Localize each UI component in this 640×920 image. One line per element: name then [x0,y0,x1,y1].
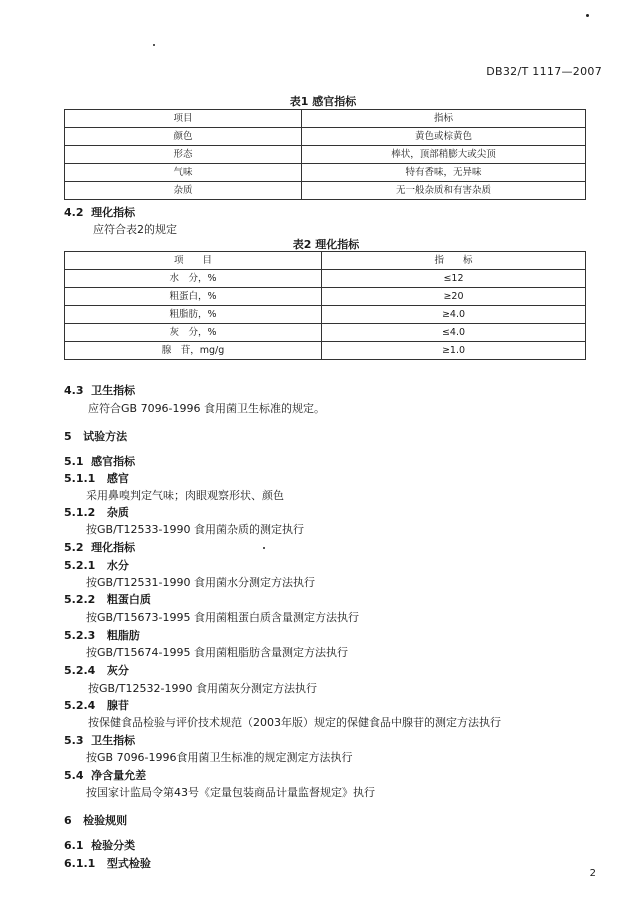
table-cell: 黄色或棕黄色 [302,128,586,146]
section-text: 按GB/T12531-1990 食用菌水分测定方法执行 [86,576,315,589]
table-row [65,270,586,288]
table-cell: ≤4.0 [322,324,586,342]
table1-caption: 表1 感官指标 [289,95,357,108]
section-heading [64,204,135,220]
table-row [65,182,586,200]
table-cell: ≤12 [322,270,586,288]
section-heading: 5.2.2 粗蛋白质 [64,593,151,606]
section-title: 理化指标 [91,206,136,219]
table-cell: ≥4.0 [322,306,586,324]
table1-header-spec: 指标 [302,110,586,128]
section-heading: 5.3 卫生指标 [64,734,136,747]
standard-number: DB32/T 1117—2007 [486,65,602,78]
section-heading: 5.1.2 杂质 [64,506,129,519]
table-row [65,128,586,146]
section-heading: 6 检验规则 [64,814,128,827]
table2-header-spec: 指 标 [322,252,586,270]
table1-header-row [65,110,586,128]
table-cell: 棒状，顶部稍膨大或尖顶 [302,146,586,164]
section-heading: 5.4 净含量允差 [64,769,147,782]
section-number: 4.2 [64,206,84,219]
scan-speck [586,14,589,17]
section-heading: 5.2.4 腺苷 [64,699,129,712]
section-heading: 5.2.4 灰分 [64,664,129,677]
table-row [65,342,586,360]
table2-caption: 表2 理化指标 [292,238,360,251]
section-heading: 4.3 卫生指标 [64,384,136,397]
section-text: 按保健食品检验与评价技术规范（2003年版）规定的保健食品中腺苷的测定方法执行 [88,716,501,729]
table1-header-item: 项目 [65,110,302,128]
section-text: 按GB 7096-1996食用菌卫生标准的规定测定方法执行 [86,751,353,764]
section-heading: 5.2 理化指标 [64,541,136,554]
table-cell: 形态 [65,146,302,164]
table2-header-row [65,252,586,270]
section-text: 采用鼻嗅判定气味；肉眼观察形状、颜色 [86,489,284,502]
table-cell: ≥1.0 [322,342,586,360]
table-cell: 气味 [65,164,302,182]
section-text: 按GB/T12532-1990 食用菌灰分测定方法执行 [88,682,317,695]
scan-speck [153,44,155,46]
table-cell: 粗脂肪，% [65,306,322,324]
section-heading: 5.1.1 感官 [64,472,129,485]
section-heading: 6.1 检验分类 [64,839,136,852]
table1 [64,109,586,200]
section-text: 按GB/T12533-1990 食用菌杂质的测定执行 [86,523,304,536]
table-row [65,324,586,342]
section-text: 按国家计监局令第43号《定量包装商品计量监督规定》执行 [86,786,375,799]
scan-speck [263,547,265,549]
section-text: 按GB/T15674-1995 食用菌粗脂肪含量测定方法执行 [86,646,348,659]
table-cell: 腺 苷，mg/g [65,342,322,360]
section-text: 按GB/T15673-1995 食用菌粗蛋白质含量测定方法执行 [86,611,359,624]
table-row [65,306,586,324]
section-text: 应符合表2的规定 [93,223,177,236]
table-cell: 颜色 [65,128,302,146]
section-heading: 5 试验方法 [64,430,128,443]
section-heading: 6.1.1 型式检验 [64,857,151,870]
table-row [65,288,586,306]
table-row [65,146,586,164]
table2-header-item: 项 目 [65,252,322,270]
table-cell: 特有香味，无异味 [302,164,586,182]
page-number: 2 [589,868,596,879]
section-heading: 5.2.3 粗脂肪 [64,629,140,642]
section-heading: 5.1 感官指标 [64,455,136,468]
table-cell: 无一般杂质和有害杂质 [302,182,586,200]
table2 [64,251,586,360]
table-cell: 粗蛋白，% [65,288,322,306]
table-cell: 杂质 [65,182,302,200]
table-row [65,164,586,182]
table-cell: 水 分，% [65,270,322,288]
section-heading: 5.2.1 水分 [64,559,129,572]
table-cell: ≥20 [322,288,586,306]
table-cell: 灰 分，% [65,324,322,342]
section-text: 应符合GB 7096-1996 食用菌卫生标准的规定。 [88,402,326,415]
